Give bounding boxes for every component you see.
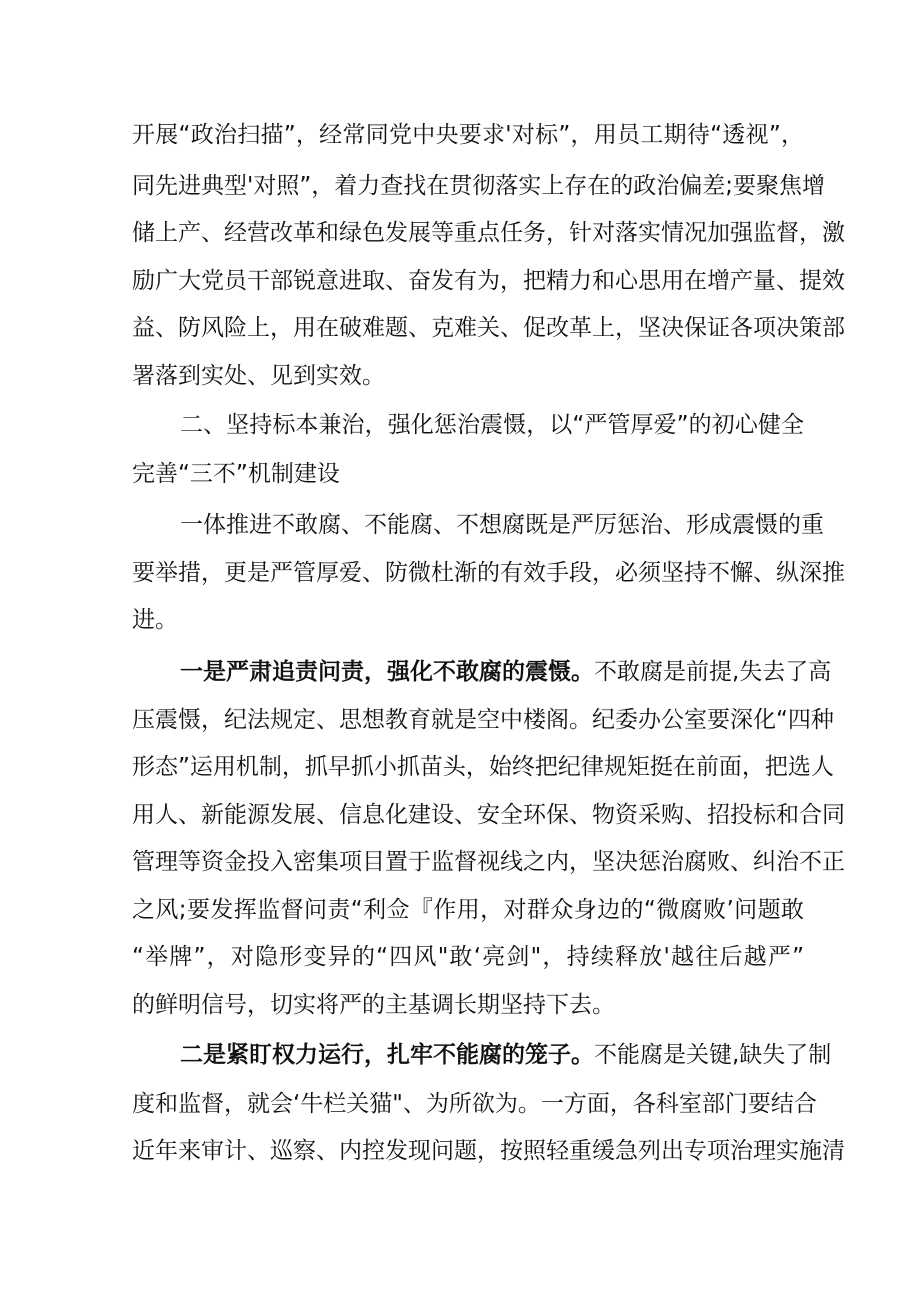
text-line [132,847,845,877]
text-run: 近年来审计、巡察、内控发现问题，按照轻重缓急列出专项治理实施清 [132,1138,845,1164]
text-run: 压震慑，纪法规定、思想教育就是空中楼阁。纪委办公室要深化“四种 [132,707,834,733]
text-run: 管理等资金投入密集项目置于监督视线之内，坚决惩治腐败、纠治不正 [132,849,845,875]
text-line [132,266,845,296]
text-run: 一体推进不敢腐、不能腐、不想腐既是严厉惩治、形成震慑的重 [180,512,824,538]
text-run: 的鲜明信号，切实将严的主基调长期坚持下去。 [132,992,615,1018]
text-line [132,1136,845,1166]
text-run: 益、防风险上，用在破难题、克难关、促改革上，坚决保证各项决策部 [132,315,845,341]
text-line [132,120,804,150]
section-heading-line [132,459,804,489]
text-line [180,1040,832,1070]
text-run: 之风;要发挥监督问责“利佥『作用，对群众身边的“微腐败’问题敢 [132,897,804,923]
text-line [132,605,804,635]
text-run: 励广大党员干部锐意进取、奋发有为，把精力和心思用在增产量、提效 [132,268,845,294]
text-line [132,752,834,782]
text-line [132,361,804,391]
text-line [132,800,845,830]
section-heading-line [180,410,804,440]
text-run: 要举措，更是严管厚爱、防微杜渐的有效手段，必须坚持不懈、纵深推 [132,560,845,586]
text-run: 开展“政治扫描”，经常同党中央要求'对标”，用员工期待“透视”， [132,122,804,148]
bold-lead-in: 二是紧盯权力运行，扎牢不能腐的笼子。 [180,1042,594,1068]
text-line [132,705,834,735]
text-line [132,1089,817,1119]
text-run: 二、坚持标本兼治，强化惩治震慑，以“严管厚爱”的初心健全 [180,412,804,438]
text-run: 度和监督，就会‘牛栏关猫"、为所欲为。一方面，各科室部门要结合 [132,1091,817,1117]
text-run: 形态”运用机制，抓早抓小抓苗头，始终把纪律规矩挺在前面，把选人 [132,754,834,780]
text-run: 同先进典型'对照”，着力查找在贯彻落实上存在的政治偏差;要聚焦增 [132,173,825,199]
text-line [132,558,845,588]
text-line [180,510,824,540]
text-line [132,990,804,1020]
text-run: 不敢腐是前提,失去了高 [594,659,832,685]
text-line [180,657,832,687]
text-run: “举牌”，对隐形变异的“四风"敢‘亮剑"，持续释放'越往后越严” [132,944,804,970]
bold-lead-in: 一是严肃追责问责，强化不敢腐的震慑。 [180,659,594,685]
text-run: 用人、新能源发展、信息化建设、安全环保、物资采购、招投标和合同 [132,802,845,828]
text-line [132,313,845,343]
text-line [132,942,804,972]
text-line [132,218,845,248]
text-run: 完善“三不”机制建设 [132,461,340,487]
text-run: 进。 [132,607,178,633]
text-run: 署落到实处、见到实效。 [132,363,385,389]
text-line [132,171,825,201]
text-run: 储上产、经营改革和绿色发展等重点任务，针对落实情况加强监督，激 [132,220,845,246]
text-run: 不能腐是关键,缺失了制 [594,1042,832,1068]
text-line [132,895,804,925]
